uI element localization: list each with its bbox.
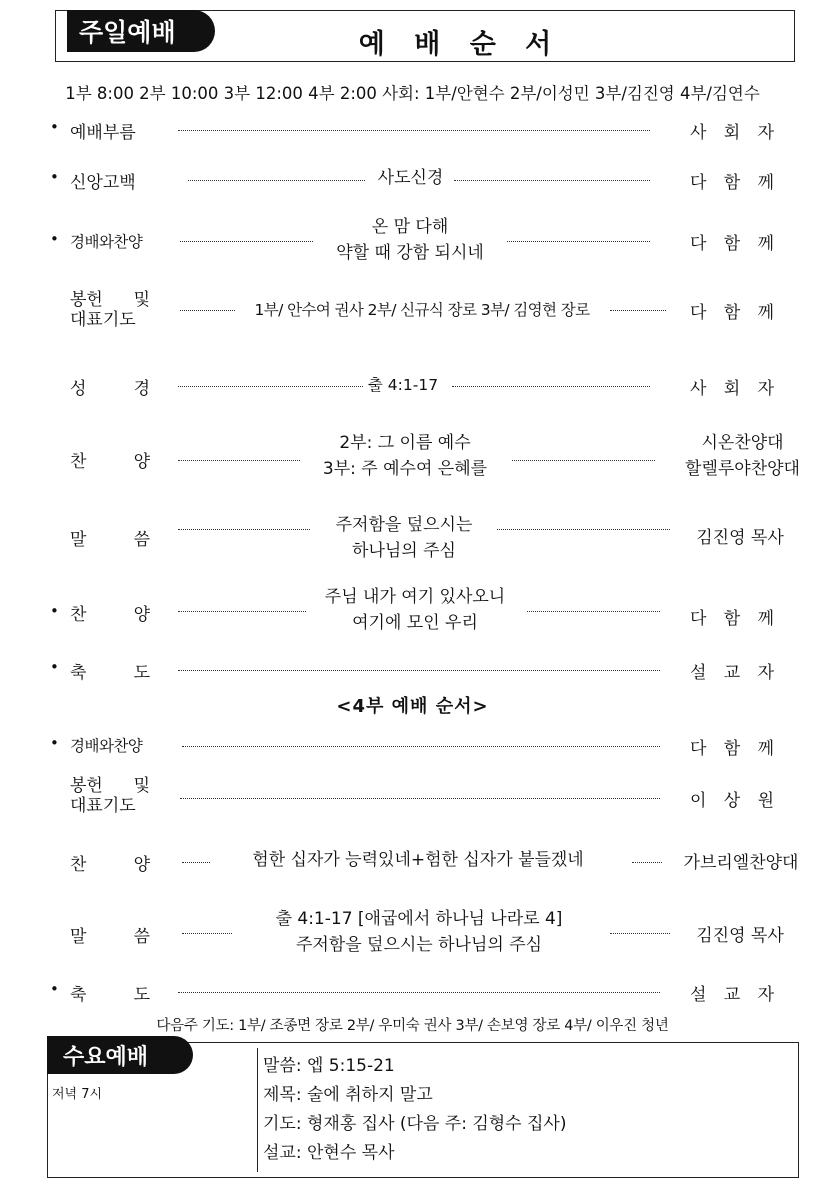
order-content-line: 주저함을 덮으시는 하나님의 주심 (295, 935, 543, 955)
wednesday-details (263, 1052, 566, 1168)
page-title: 예 배 순 서 (358, 29, 562, 60)
wednesday-prayer: 기도: 형재홍 집사 (다음 주: 김형수 집사) (263, 1114, 567, 1134)
order-label: 말 씀 (70, 530, 150, 550)
order-leader: 이 상 원 (689, 791, 781, 811)
leader-dots (452, 386, 650, 387)
leader-dots (178, 992, 660, 993)
order-content-line: 온 맘 다해 (371, 217, 449, 237)
order-label: 예배부름 (70, 123, 136, 143)
order-leader: 다 함 께 (689, 173, 781, 193)
order-label: 경배와찬양 (70, 233, 143, 251)
order-leader: 다 함 께 (689, 303, 781, 323)
order-label: 찬 양 (70, 855, 150, 875)
order-content-line: 주저함을 덮으시는 (335, 515, 473, 535)
bullet: • (50, 168, 59, 186)
wednesday-divider (257, 1048, 258, 1172)
order-leader: 사 회 자 (689, 123, 781, 143)
choir-name: 시온찬양대 (701, 433, 784, 453)
order-content-line: 3부: 주 예수여 은혜를 (322, 459, 488, 479)
fourth-service-title: <4부 예배 순서> (336, 696, 489, 717)
leader-dots (180, 241, 313, 242)
bullet: • (50, 602, 59, 620)
bullet: • (50, 118, 59, 136)
order-row-offering-prayer (0, 290, 825, 334)
leader-dots (178, 460, 300, 461)
leader-dots (610, 933, 670, 934)
wednesday-time: 저녁 7시 (52, 1087, 103, 1102)
order-label: 성 경 (70, 379, 150, 399)
bullet: • (50, 980, 59, 998)
leader-dots (182, 933, 232, 934)
order-content: 출 4:1-17 (367, 376, 439, 394)
order4-row-offering-prayer (0, 776, 825, 820)
order-leader: 김진영 목사 (696, 528, 784, 548)
order-content-line: 출 4:1-17 [애굽에서 하나님 나라로 4] (275, 909, 563, 929)
order-content-line: 주님 내가 여기 있사오니 (324, 587, 506, 607)
order-label: 찬 양 (70, 452, 150, 472)
order-label: 말 씀 (70, 927, 150, 947)
wednesday-service-tab: 수요예배 (47, 1036, 193, 1074)
order-label: 신앙고백 (70, 173, 136, 193)
order-content-line: 여기에 모인 우리 (352, 613, 478, 633)
leader-dots (178, 529, 310, 530)
order4-row-sermon (0, 906, 825, 964)
leader-dots (178, 670, 660, 671)
order-row-hymn (0, 584, 825, 642)
order-leader: 가브리엘찬양대 (683, 853, 799, 873)
order-label: 축 도 (70, 985, 150, 1005)
order-row-choir (0, 430, 825, 488)
choir-name: 할렐루야찬양대 (685, 459, 800, 479)
order-label: 봉헌 및 대표기도 (70, 776, 150, 816)
leader-dots (180, 798, 660, 799)
leader-dots (182, 862, 210, 863)
order-leader: 사 회 자 (689, 379, 781, 399)
bullet: • (50, 658, 59, 676)
order-content: 사도신경 (377, 168, 444, 188)
leader-dots (527, 611, 660, 612)
bullet: • (50, 734, 59, 752)
order-leader: 설 교 자 (689, 985, 781, 1005)
leader-dots (178, 611, 306, 612)
sunday-service-tab: 주일예배 (67, 10, 215, 52)
wednesday-scripture: 말씀: 엡 5:15-21 (263, 1056, 395, 1076)
leader-dots (178, 386, 363, 387)
leader-dots (507, 241, 650, 242)
order-leader: 다 함 께 (689, 609, 781, 629)
order-leader: 다 함 께 (689, 739, 781, 759)
order-content: 1부/ 안수여 권사 2부/ 신규식 장로 3부/ 김영현 장로 (254, 301, 590, 319)
order-content-line: 하나님의 주심 (352, 541, 456, 561)
order-label: 봉헌 및 대표기도 (70, 290, 150, 330)
next-week-prayer: 다음주 기도: 1부/ 조종면 장로 2부/ 우미숙 권사 3부/ 손보영 장로 4부/ 이우진 청년 (156, 1018, 669, 1034)
leader-dots (182, 746, 660, 747)
order-row-sermon (0, 512, 825, 570)
order-label: 축 도 (70, 663, 150, 683)
order-leader: 다 함 께 (689, 234, 781, 254)
wednesday-title: 제목: 술에 취하지 말고 (263, 1085, 433, 1105)
wednesday-preacher: 설교: 안현수 목사 (263, 1143, 395, 1163)
leader-dots (610, 310, 666, 311)
leader-dots (178, 130, 650, 131)
leader-dots (188, 180, 365, 181)
leader-dots (180, 310, 235, 311)
order-leader: 설 교 자 (689, 663, 781, 683)
leader-dots (632, 862, 662, 863)
bullet: • (50, 230, 59, 248)
leader-dots (454, 180, 650, 181)
service-times-line: 1부 8:00 2부 10:00 3부 12:00 4부 2:00 사회: 1부/안현수 2부/이성민 3부/김진영 4부/김연수 (65, 84, 760, 103)
order-content-line: 2부: 그 이름 예수 (339, 433, 471, 453)
order-content-line: 약할 때 강함 되시네 (336, 243, 484, 263)
leader-dots (497, 529, 670, 530)
order-label: 경배와찬양 (70, 737, 143, 755)
order-leader: 김진영 목사 (696, 926, 784, 946)
order-row-praise (0, 214, 825, 270)
leader-dots (512, 460, 655, 461)
order-label: 찬 양 (70, 605, 150, 625)
order-content: 험한 십자가 능력있네+험한 십자가 붙들겠네 (252, 850, 584, 870)
